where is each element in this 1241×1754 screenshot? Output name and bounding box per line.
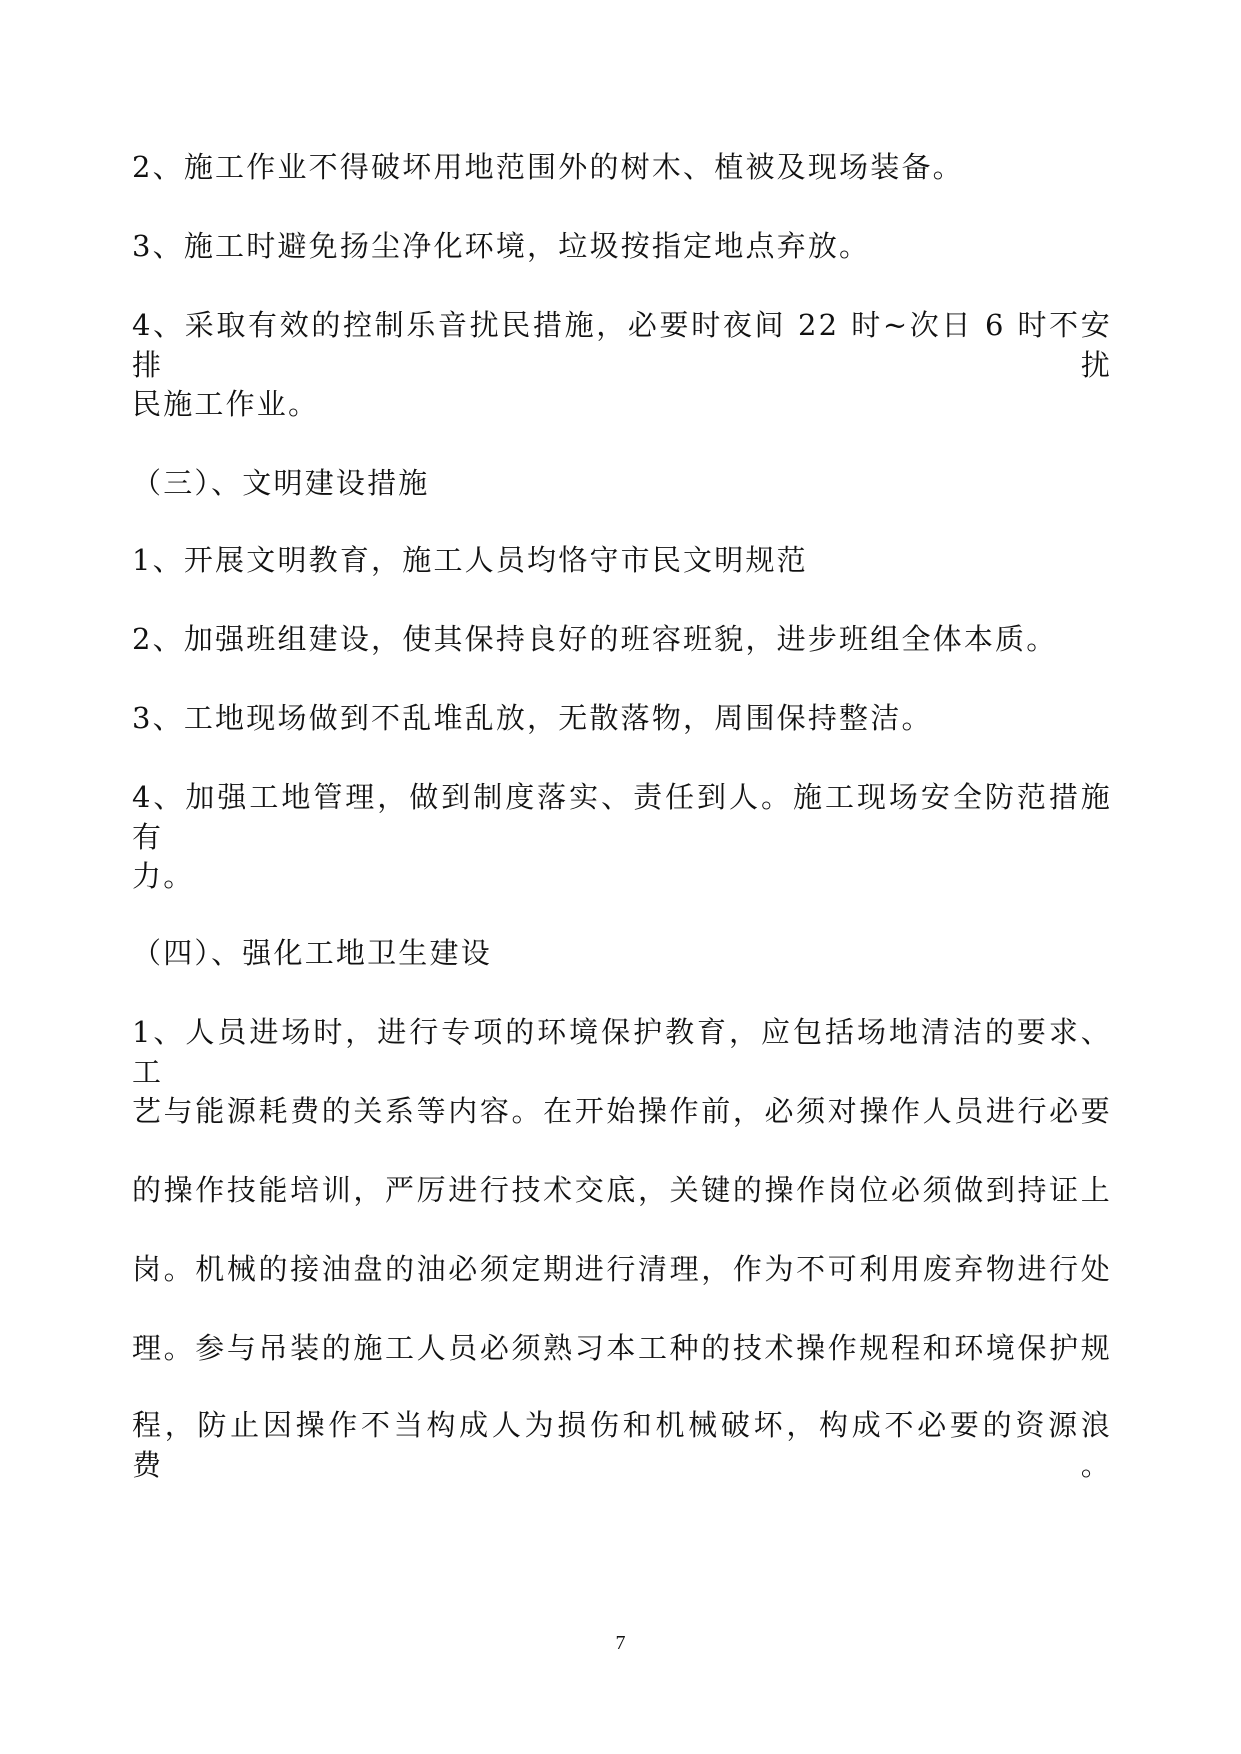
- text-line: 2、加强班组建设，使其保持良好的班容班貌，进步班组全体本质。: [132, 622, 1058, 656]
- text-line: 岗。机械的接油盘的油必须定期进行清理，作为不可利用废弃物进行处: [132, 1252, 1112, 1286]
- text-line: 4、加强工地管理，做到制度落实、责任到人。施工现场安全防范措施有: [132, 780, 1112, 854]
- text-line: 理。参与吊装的施工人员必须熟习本工种的技术操作规程和环境保护规: [132, 1331, 1112, 1365]
- section-heading: （四）、强化工地卫生建设: [132, 936, 492, 970]
- text-line: 的操作技能培训，严厉进行技术交底，关键的操作岗位必须做到持证上: [132, 1173, 1112, 1207]
- text-line: 1、人员进场时，进行专项的环境保护教育，应包括场地清洁的要求、工: [132, 1015, 1112, 1089]
- text-line: 艺与能源耗费的关系等内容。在开始操作前，必须对操作人员进行必要: [132, 1094, 1112, 1128]
- text-line: 1、开展文明教育，施工人员均恪守市民文明规范: [132, 543, 808, 577]
- page-number: 7: [615, 1632, 626, 1654]
- text-line: 民施工作业。: [132, 387, 320, 421]
- text-line: 力。: [132, 859, 195, 893]
- text-line: 2、施工作业不得破坏用地范围外的树木、植被及现场装备。: [132, 150, 964, 184]
- text-line: 4、采取有效的控制乐音扰民措施，必要时夜间 22 时~次日 6 时不安排扰: [132, 308, 1112, 382]
- text-line: 程，防止因操作不当构成人为损伤和机械破坏，构成不必要的资源浪费。: [132, 1408, 1112, 1482]
- text-line: 3、工地现场做到不乱堆乱放，无散落物，周围保持整洁。: [132, 701, 933, 735]
- section-heading: （三）、文明建设措施: [132, 466, 430, 500]
- text-line: 3、施工时避免扬尘净化环境，垃圾按指定地点弃放。: [132, 229, 871, 263]
